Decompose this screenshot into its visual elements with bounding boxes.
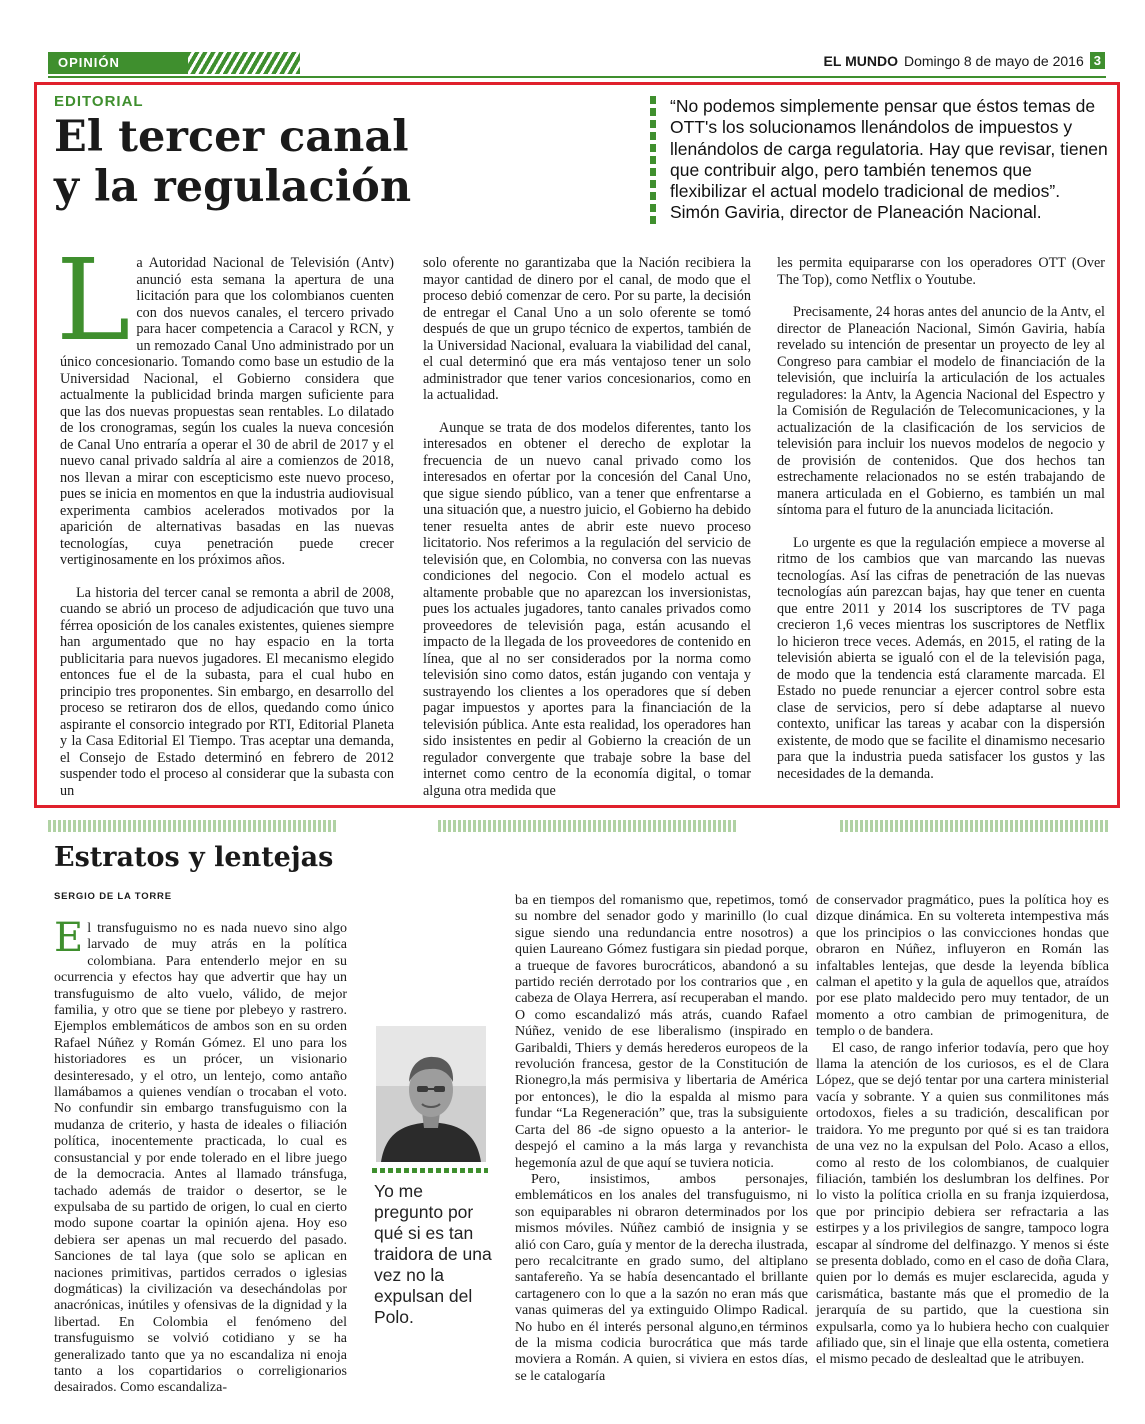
section-bar <box>48 52 300 74</box>
column-paragraph: El transfuguismo no es nada nuevo sino algo larvado de muy atrás en la política colombiana. Para entenderlo mejor en su ocurrencia y efectos hay que advertir que hay un transfuguismo de alto vuelo, válido, de mejor familia, y otro que se tiene por plebeyo y rastrero. Ejemplos emblemáticos de ambos son en su orden Rafael Núñez y Román Gómez. El uno para los historiadores es un prócer, un visionario desinteresado, y el otro, un lentejo, como antaño llamábamos a quienes vendían o trocaban el voto. No confundir sin embargo transfuguismo con la mudanza de criterio, y hasta de ideales o filiación política, inocentemente practicada, lo cual es consustancial y por ende tolerado en el libre juego de la democracia. Antes al llamado tránsfuga, tachado además de traidor o desertor, se le expulsaba de su partido de origen, lo cual en cierto modo supone coartar la opinión ajena. Hoy eso debiera ser apenas un mal recuerdo del pasado. Sanciones de tal laya (que solo se aplican en naciones primitivas, partidos cerrados o iglesias dogmáticas) la civilización va desechándolas por anacrónicas, inútiles y ofensivas de la dignidad y la libertad. En Colombia el fenómeno del transfuguismo se volvió cotidiano y se ha generalizado tanto que ya no escandaliza ni enoja tanto a los copartidarios o correligionarios desairados. Como escandaliza- <box>54 915 347 1396</box>
editorial-column-3 <box>777 255 1105 782</box>
editorial-paragraph: les permita equipararse con los operadores OTT (Over The Top), como Netflix o Youtube. <box>777 255 1105 288</box>
editorial-kicker: EDITORIAL <box>54 93 144 110</box>
column-text-3 <box>816 893 1109 1369</box>
column-paragraph: ba en tiempos del romanismo que, repetimos, tomó su nombre del senador godo y marinillo (lo cual sigue siendo una redundancia entre nosotros) a quien Laureano Gómez fustigara sin piedad porque, a trueque de favores burocráticos, abandonó a su partido recién derrotado por los contrarios que , en cabeza de Olaya Herrera, así recuperaban el mando. O como escandalizó más atrás, cuando Rafael Núñez, venido de ese liberalismo (inspirado en Garibaldi, Thiers y demás herederos europeos de la revolución francesa, gestor de la Constitución de Rionegro,la más permisiva y libertaria de América por entonces), le dio la espalda al mismo para fundar “La Regeneración” que, tras la subsiguiente Carta del 86 -de signo opuesto a la anterior- le despejó el camino a la más larga y revanchista hegemonía azul de que aquí se tuviera noticia. <box>515 893 808 1171</box>
editorial-paragraph: Aunque se trata de dos modelos diferentes, tanto los interesados en obtener el derecho de explotar la frecuencia de un nuevo canal privado como los interesados en ofertar por la concesión del Canal Uno, que sigue siendo público, van a tener que enfrentarse a una situación que, a nuestro juicio, el Gobierno ha debido tener resuelta antes de abrir este nuevo proceso licitatorio. Nos referimos a la regulación del servicio de televisión que, en Colombia, no conversa con las nuevas condiciones del negocio. Con el modelo actual es altamente probable que no aparezcan los inversionistas, pues los actuales jugadores, tanto canales privados como proveedores de televisión paga, están acusando el impacto de la llegada de los proveedores de contenido en línea, que al no ser considerados por la norma como televisión sino como datos, están jugando con ventaja y sustrayendo los clientes a los operadores que sí deben pagar impuestos y aportes para la financiación de la televisión pública. Ante esta realidad, los operadores han sido insistentes en pedir al Gobierno la creación de un regulador convergente que trabaje sobre la base del internet como centro de la economía digital, o tomar alguna otra medida que <box>423 419 751 799</box>
editorial-headline <box>54 112 494 212</box>
quote-text: “No podemos simplemente pensar que éstos temas de OTT's los solucionamos llenándolos de impuestos y llenándolos de carga regulatoria. Hay que revisar, tienen que contribuir algo, pero también tenemos que flexibilizar el actual modelo tradicional de medios”. <box>670 96 1108 202</box>
headline-line-1: El tercer canal <box>54 112 409 162</box>
editorial-column-2 <box>423 255 751 799</box>
header-rule <box>48 76 1106 78</box>
pull-quote: Yo me pregunto por qué si es tan traidora de una vez no la expulsan del Polo. <box>374 1181 492 1327</box>
editorial-paragraph: La Autoridad Nacional de Televisión (Antv) anunció esta semana la apertura de una licitación para que los colombianos cuenten con dos nuevos canales, el tercero privado para hacer competencia a Caracol y RCN, y un remozado Canal Uno administrado por un único concesionario. Tomando como base un estudio de la Universidad Nacional, el Gobierno considera que actualmente la publicidad brinda margen suficiente para que las dos nuevas propuestas sean rentables. Lo dilatado de los cronogramas, según los cuales la nueva concesión de Canal Uno entraría a operar el 30 de abril de 2017 y el nuevo canal privado saldría al aire a comienzos de 2018, nos llevan a mirar con escepticismo este nuevo proceso, pues se inicia en momentos en que la industria audiovisual experimenta cambios acelerados motivados por la aparición de alternativas basadas en las nuevas tecnologías, cuya penetración puede crecer vertiginosamente en los próximos años. <box>56 236 394 568</box>
author-portrait-icon <box>376 1026 486 1162</box>
headline-line-2: y la regulación <box>54 162 412 212</box>
pull-quote-bar-decoration <box>372 1168 488 1173</box>
column-paragraph: El caso, de rango inferior todavía, pero que hoy llama la atención de los curiosos, es el de Clara López, que se dejó tentar por una cartera ministerial vacía y sobrante. Y a quien sus conmilitones más ortodoxos, fieles a su tradición, descalifican por traidora. Yo me pregunto por qué si es tan traidora de una vez no la expulsan del Polo. Acaso a ellos, como al resto de los colombianos, de cualquier filiación, también los deslumbran los delfines. Por lo visto la política criolla en su franja izquierdosa, que por principio debiera ser refractaria a las estirpes y a los privilegios de sangre, tampoco logra escapar al síndrome del delfinazgo. Y menos si éste se presenta doblado, como en el caso de doña Clara, quien por lo demás es mujer esclarecida, aguda y carismática, bastante más que el promedio de la jerarquía de su partido, que la cuestiona sin expulsarla, como ya lo hubiera hecho con cualquier afiliado que, sin el linaje que ella ostenta, cometiera el mismo pecado de deslealtad que le atribuyen. <box>816 1040 1109 1368</box>
column-paragraph: de conservador pragmático, pues la política hoy es dizque dinámica. En su voltereta intempestiva más que los principios o las convicciones hondas que obraron en Núñez, influyeron en Román las infaltables lentejas, que desde la leyenda bíblica calman el apetito y la gula de aquellos que, atraídos por ese plato maldecido pero muy tentador, de un momento a otro cambian de primogenitura, de templo o de bandera. <box>816 893 1109 1040</box>
section-label: OPINIÓN <box>58 55 120 70</box>
column-text-1 <box>54 915 347 1397</box>
editorial-paragraph: La historia del tercer canal se remonta a abril de 2008, cuando se abrió un proceso de adjudicación que tuvo una férrea oposición de los canales existentes, quienes siempre han argumentado que no hay espacio en la torta publicitaria para nuevos jugadores. El mecanismo elegido entonces fue el de la subasta, para el cual hubo en principio tres proponentes. Sin embargo, en desarrollo del proceso se retiraron dos de ellos, quedando como único aspirante el consorcio integrado por RTI, Editorial Planeta y la Casa Editorial El Tiempo. Tras aceptar una demanda, el Consejo de Estado determinó en febrero de 2012 suspender todo el proceso al considerar que la subasta con un <box>60 584 394 799</box>
quote-bar-decoration <box>650 96 656 226</box>
quote-attribution: Simón Gaviria, director de Planeación Nacional. <box>670 202 1042 223</box>
section-hatch-decoration <box>188 52 300 74</box>
separator-dots <box>438 820 738 832</box>
separator-dots <box>48 820 338 832</box>
editorial-column-1 <box>56 236 394 799</box>
page-number: 3 <box>1090 52 1105 69</box>
editorial-quote <box>670 96 1110 224</box>
paper-name: EL MUNDO <box>823 52 898 69</box>
editorial-paragraph: Lo urgente es que la regulación empiece a moverse al ritmo de los cambios que van marcando las nuevas tecnologías. Así las cifras de penetración de las nuevas tecnologías aún parezcan bajas, hay que tener en cuenta que entre 2011 y 2014 los suscriptores de TV paga crecieron 1,6 veces mientras los suscriptores de Netflix lo hicieron trece veces. Además, en 2015, el rating de la televisión abierta se igualó con el de la televisión paga, de modo que la tendencia está claramente marcada. El Estado no puede renunciar a ejercer control sobre esta clase de servicios, pero sí debe adaptarse al nuevo contexto, unificar las tareas y acabar con la dispersión existente, de modo que se facilite el dinamismo necesario para que la industria pueda satisfacer los gustos y las necesidades de la demanda. <box>777 534 1105 782</box>
author-photo <box>376 1026 486 1162</box>
column-byline: SERGIO DE LA TORRE <box>54 891 172 902</box>
column-text-2 <box>515 893 808 1385</box>
separator-dots <box>840 820 1110 832</box>
column-paragraph: Pero, insistimos, ambos personajes, emblemáticos en los anales del transfuguismo, ni son equiparables ni obraron determinados por los mismos móviles. Núñez cambió de insignia y se alió con Caro, guía y mentor de la derecha ilustrada, pero recalcitrante en grado sumo, del altiplano santafereño. Ya se había desencantado el brillante cartagenero con lo que a la sazón no eran más que vanas quimeras del ya extinguido Olimpo Radical. No hubo en él interés personal alguno,en términos de la misma codicia burocrática que más tarde moviera a Román. A quien, si viviera en estos días, se le catalogaría <box>515 1171 808 1384</box>
issue-date: Domingo 8 de mayo de 2016 <box>903 52 1084 69</box>
drop-cap: L <box>56 236 131 366</box>
masthead <box>824 52 1105 69</box>
editorial-paragraph: solo oferente no garantizaba que la Nación recibiera la mayor cantidad de dinero por el canal, de modo que el proceso debió comenzar de cero. Por su parte, la decisión de entregar el Canal Uno a un solo oferente se tomó después de que un grupo técnico de expertos, también de la Universidad Nacional, evaluara la viabilidad del canal, el cual determinó que era más ventajoso tener un solo administrador que tener varios concesionarios, como en la actualidad. <box>423 255 751 403</box>
column-headline: Estratos y lentejas <box>54 842 334 873</box>
drop-cap: E <box>54 915 84 961</box>
editorial-paragraph: Precisamente, 24 horas antes del anuncio de la Antv, el director de Planeación Nacional, Simón Gaviria, había revelado su intención de presentar un proyecto de ley al Congreso para cambiar el modelo de financiación de la televisión, que incluiría la articulación de los actuales reguladores: la Antv, la Agencia Nacional del Espectro y la Comisión de Regulación de Telecomunicaciones, y la actualización de la clasificación de los servicios de televisión para incluir los nuevos modelos de negocio y de provisión de contenidos. Que dos hechos tan estrechamente relacionados no se estén trabajando de manera articulada en el Gobierno, es también un mal síntoma para el futuro de la anunciada licitación. <box>777 304 1105 518</box>
